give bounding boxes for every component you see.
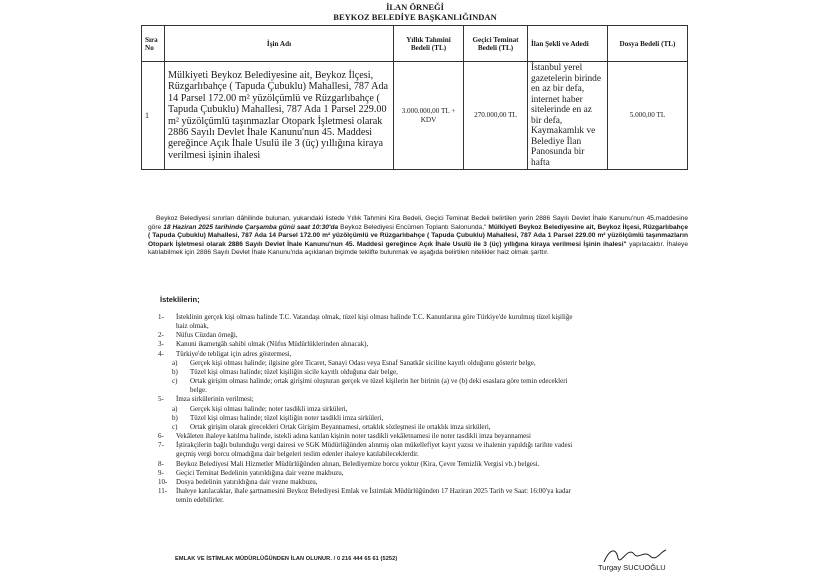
list-item [158, 478, 690, 487]
list-item [158, 368, 690, 377]
list-item-number: 11- [158, 486, 168, 495]
list-item-number: 2- [158, 331, 164, 340]
col-annual-header: Yıllık Tahmini Bedeli (TL) [394, 26, 464, 62]
list-item [158, 441, 690, 450]
list-item [158, 377, 690, 386]
signer-name: Turgay SUCUOĞLU [598, 563, 666, 572]
requirements-list [158, 313, 690, 505]
tender-table [141, 25, 688, 170]
intro-paragraph [148, 215, 688, 258]
auction-date: 18 Haziran 2025 tarihinde Çarşamba günü saat 10:30'da [163, 223, 339, 231]
list-item-number: 4- [158, 349, 164, 358]
list-item [158, 432, 690, 441]
col-no-header: Sıra No [142, 26, 165, 62]
list-item [158, 487, 690, 496]
list-item [158, 423, 690, 432]
list-item-text: Beykoz Belediyesi Mali Hizmetler Müdürlüğünden alınan, Belediyemize borcu yoktur (Kira, Çevre Temizlik Vergisi vb.) belgesi. [176, 459, 540, 468]
list-item-text: Gerçek kişi olması halinde; noter tasdikli imza sirküleri, [190, 404, 348, 413]
requirements-title: İsteklilerin; [160, 295, 200, 304]
list-item-number: 5- [158, 395, 164, 404]
list-item-text: Ortak girişim olması halinde; ortak girişimi oluşturan gerçek ve tüzel kişilerin her birinin (a) ve (b) deki esaslara göre temin edecekleri [190, 377, 568, 386]
list-item-text: Ortak girişim olarak girecekleri Ortak Girişim Beyannamesi, ortaklık sözleşmesi ile ortaklık imza sirküleri, [190, 422, 491, 431]
list-item-number: 1- [158, 313, 164, 321]
list-item-continuation: haiz olmak, [176, 322, 209, 331]
intro-mid: Beykoz Belediyesi Encümen Toplantı Salonunda," [338, 223, 489, 231]
list-item-text: Nüfus Cüzdan örneği, [176, 331, 238, 340]
table-row [142, 62, 688, 170]
list-item-text: Geçici Teminat Bedelinin yatırıldığına dair vezne makbuzu, [176, 468, 344, 477]
list-item-continuation: geçmiş vergi borcu olmadığına dair belgeleri teslim edenler ihaleye katılabileceklerdir. [176, 450, 419, 459]
list-item [158, 414, 690, 423]
col-name-header: İşin Adı [165, 26, 394, 62]
list-item-number: a) [172, 404, 178, 413]
list-item-number: 10- [158, 477, 168, 486]
list-item-text: İhaleye katılacaklar, ihale şartnamesini Beykoz Belediyesi Emlak ve İstimlak Müdürlüğünden 17 Haziran 2025 Tarih ve Saat: 16:00'ya kadar [176, 486, 571, 495]
list-item-number: 9- [158, 468, 164, 477]
list-item [158, 469, 690, 478]
row-file-fee: 5.000,00 TL [608, 62, 688, 170]
list-item-number: b) [172, 367, 178, 376]
row-no: 1 [142, 62, 165, 170]
list-item-number: c) [172, 422, 178, 431]
list-item [158, 340, 690, 349]
page-title: İLAN ÖRNEĞİ [386, 2, 444, 12]
col-guarantee-header: Geçici Teminat Bedeli (TL) [464, 26, 528, 62]
list-item-text: Vekâleten ihaleye katılma halinde, istekli adına katılan kişinin noter tasdikli vekâletnamesi ile noter tasdikli imza beyannamesi [176, 432, 531, 441]
list-item-text: Kanuni ikametgâh sahibi olmak (Nüfus Müdürlüklerinden alınacak), [176, 340, 369, 349]
row-job-name: Mülkiyeti Beykoz Belediyesine ait, Beykoz İlçesi, Rüzgarlıbahçe ( Tapuda Çubuklu) Mahallesi, 787 Ada 14 Parsel 172.00 m² yüzölçümlü ve Rüzgarlıbahçe ( Tapuda Çubuklu) Mahallesi, 787 Ada 1 Parsel 229.00 m² yüzölçümlü taşınmazlar Otopark İşletmesi olarak 2886 Sayılı Devlet İhale Kanunu'nun 45. Maddesi gereğince Açık İhale Usulü ile 3 (üç) yıllığına kiraya verilmesi işinin ihalesi [165, 62, 394, 170]
list-item [158, 313, 690, 322]
intro-text: Beykoz Belediyesi sınırları dâhilinde bulunan, yukarıdaki listede Yıllık Tahmini Kira Bedeli, Geçici Teminat Bedeli belirtilen yerin 2886 Sayılı Devlet İhale Kanunu'nun 45.maddesine göre [148, 215, 688, 231]
list-item [158, 405, 690, 414]
list-item-number: a) [172, 358, 178, 367]
col-publication-header: İlan Şekli ve Adedi [528, 26, 608, 62]
list-item-number: c) [172, 377, 178, 386]
list-item-text: İmza sirkülerinin verilmesi; [176, 395, 254, 404]
list-item [158, 350, 690, 359]
list-item-continuation: temin edebilirler. [176, 496, 224, 505]
col-file-header: Dosya Bedeli (TL) [608, 26, 688, 62]
row-guarantee-amount: 270.000,00 TL [464, 62, 528, 170]
list-item-number: 8- [158, 459, 164, 468]
row-publication: İstanbul yerel gazetelerin birinde en az bir defa, internet haber sitelerinde en az bir defa, Kaymakamlık ve Belediye İlan Panosunda bir hafta [528, 62, 608, 170]
list-item-text: Türkiye'de tebligat için adres göstermesi, [176, 349, 292, 358]
list-item-number: 7- [158, 441, 164, 450]
list-item [158, 331, 690, 340]
list-item-text: Tüzel kişi olması halinde; tüzel kişiliğin sicile kayıtlı olduğuna dair belge, [190, 367, 398, 376]
table-header-row [142, 26, 688, 62]
row-annual-amount: 3.000.000,00 TL + KDV [394, 62, 464, 170]
page-subtitle: BEYKOZ BELEDİYE BAŞKANLIĞINDAN [333, 12, 497, 22]
list-item-number: 6- [158, 432, 164, 441]
list-item-continuation: belge. [190, 386, 207, 395]
footer-note: EMLAK VE İSTİMLAK MÜDÜRLÜĞÜNDEN İLAN OLUNUR. / 0 216 444 65 61 (5252) [175, 556, 398, 562]
list-item-number: 3- [158, 340, 164, 349]
list-item-text: Gerçek kişi olması halinde; ilgisine göre Ticaret, Sanayi Odası veya Esnaf Sanatkâr siciline kayıtlı olduğunu gösterir belge, [190, 358, 536, 367]
list-item [158, 395, 690, 404]
intro-end: yapılacaktır. İhaleye katılabilmek için 2886 Sayılı Devlet İhale Kanunu'nda açıklanan biçimde teklifte bulunmak ve aşağıda belirtilen nitelikler haiz olmak şarttır. [148, 240, 688, 257]
auction-subject: Mülkiyeti Beykoz Belediyesine ait, Beykoz İlçesi, Rüzgarlıbahçe ( Tapuda Çubuklu) Mahallesi, 787 Ada 14 Parsel 172.00 m² yüzölçümlü ve Rüzgarlıbahçe ( Tapuda Çubuklu) Mahallesi, 787 Ada 1 Parsel 229.00 m² yüzölçümlü taşınmazların Otopark İşletmesi olarak 2886 Sayılı Devlet İhale Kanunu'nun 45. Maddesi gereğince Açık İhale Usulü ile 3 (üç) yıllığına kiraya verilmesi İşinin ihalesi" [148, 223, 689, 248]
list-item-number: b) [172, 413, 178, 422]
list-item [158, 460, 690, 469]
list-item-text: İştirakçilerin bağlı bulunduğu vergi dairesi ve SGK Müdürlüğünden alınmış olan mükellefiyet kayıt yazısı ve ihalenin yapıldığı tarihte vadesi [176, 441, 573, 450]
list-item-text: Dosya bedelinin yatırıldığına dair vezne makbuzu, [176, 477, 318, 486]
list-item-text: Tüzel kişi olması halinde; tüzel kişiliğin noter tasdikli imza sirküleri, [190, 413, 384, 422]
list-item-text: İsteklinin gerçek kişi olması halinde T.C. Vatandaşı olmak, tüzel kişi olması halinde T.C. Kanunlarına göre Türkiye'de kurulmuş tüzel kişiliğe [176, 313, 573, 321]
list-item [158, 359, 690, 368]
